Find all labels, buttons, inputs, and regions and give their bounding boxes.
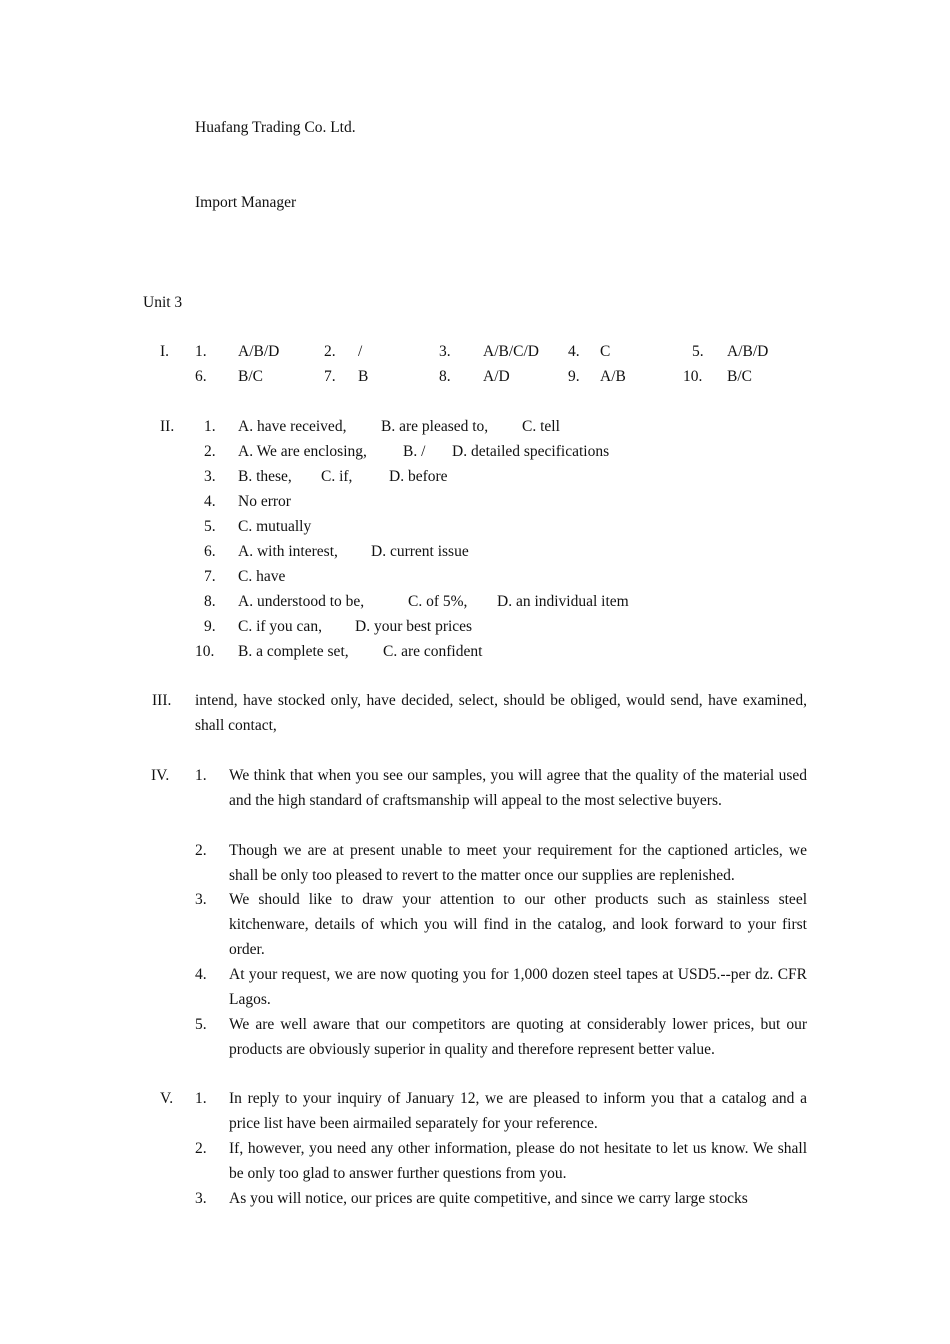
item-text: As you will notice, our prices are quite competitive, and since we carry large stocks: [229, 1190, 748, 1207]
item-number: 3.: [204, 468, 216, 485]
answer-part: A. understood to be,: [238, 593, 365, 610]
answer-part: A. have received,: [238, 418, 347, 435]
answer-part: C. if,: [321, 468, 353, 485]
section-4-numeral: IV.: [151, 767, 170, 784]
answer-part: D. an individual item: [497, 593, 629, 610]
answer-value: B: [358, 368, 369, 385]
item-number: 1.: [195, 1090, 207, 1107]
section-3-text: intend, have stocked only, have decided, select, should be obliged, would send, have examined, shall contact,: [195, 692, 807, 734]
answer-value: A/B/C/D: [483, 343, 539, 360]
item-text: At your request, we are now quoting you for 1,000 dozen steel tapes at USD5.--per dz. CFR Lagos.: [229, 966, 807, 1008]
answer-num: 5.: [692, 343, 704, 360]
answer-part: C. tell: [522, 418, 560, 435]
item-number: 3.: [195, 891, 207, 908]
answer-value: A/B/D: [727, 343, 769, 360]
section-1-numeral: I.: [160, 343, 170, 360]
answer-num: 4.: [568, 343, 580, 360]
answer-num: 8.: [439, 368, 451, 385]
item-number: 10.: [195, 643, 215, 660]
item-number: 5.: [195, 1016, 207, 1033]
answer-num: 2.: [324, 343, 336, 360]
item-number: 4.: [204, 493, 216, 510]
item-number: 4.: [195, 966, 207, 983]
answer-part: B. a complete set,: [238, 643, 349, 660]
answer-part: C. of 5%,: [408, 593, 468, 610]
answer-num: 6.: [195, 368, 207, 385]
job-title: Import Manager: [195, 194, 297, 211]
answer-part: A. with interest,: [238, 543, 338, 560]
answer-value: /: [358, 343, 363, 360]
item-number: 1.: [204, 418, 216, 435]
item-text: In reply to your inquiry of January 12, we are pleased to inform you that a catalog and a price list have been airmailed separately for your reference.: [229, 1090, 807, 1132]
answer-part: No error: [238, 493, 291, 510]
answer-num: 10.: [683, 368, 703, 385]
company-name: Huafang Trading Co. Ltd.: [195, 119, 356, 136]
answer-num: 9.: [568, 368, 580, 385]
item-number: 2.: [204, 443, 216, 460]
item-text: We should like to draw your attention to our other products such as stainless steel kitchenware, details of which you will find in the catalog, and look forward to your first order.: [229, 891, 807, 958]
answer-value: A/B/D: [238, 343, 280, 360]
answer-part: D. detailed specifications: [452, 443, 610, 460]
answer-part: C. if you can,: [238, 618, 322, 635]
item-number: 3.: [195, 1190, 207, 1207]
answer-num: 1.: [195, 343, 207, 360]
unit-heading: Unit 3: [143, 294, 183, 311]
item-number: 2.: [195, 842, 207, 859]
answer-part: D. current issue: [371, 543, 469, 560]
answer-part: A. We are enclosing,: [238, 443, 367, 460]
item-text: We are well aware that our competitors are quoting at considerably lower prices, but our products are obviously superior in quality and therefore represent better value.: [229, 1016, 807, 1058]
item-number: 9.: [204, 618, 216, 635]
item-number: 8.: [204, 593, 216, 610]
item-text: Though we are at present unable to meet your requirement for the captioned articles, we shall be only too pleased to revert to the matter once our supplies are replenished.: [229, 842, 807, 884]
answer-num: 3.: [439, 343, 451, 360]
section-3-numeral: III.: [152, 692, 172, 709]
item-number: 5.: [204, 518, 216, 535]
answer-part: D. your best prices: [355, 618, 473, 635]
section-2-numeral: II.: [160, 418, 175, 435]
answer-value: A/D: [483, 368, 510, 385]
answer-part: C. mutually: [238, 518, 312, 535]
item-text: If, however, you need any other information, please do not hesitate to let us know. We shall be only too glad to answer further questions from you.: [229, 1140, 807, 1182]
answer-part: B. /: [403, 443, 426, 460]
item-number: 1.: [195, 767, 207, 784]
answer-value: A/B: [600, 368, 626, 385]
answer-value: B/C: [238, 368, 263, 385]
section-5-numeral: V.: [160, 1090, 174, 1107]
answer-part: B. these,: [238, 468, 292, 485]
item-number: 7.: [204, 568, 216, 585]
item-number: 6.: [204, 543, 216, 560]
answer-part: C. are confident: [383, 643, 483, 660]
answer-part: C. have: [238, 568, 286, 585]
answer-value: C: [600, 343, 611, 360]
answer-value: B/C: [727, 368, 752, 385]
answer-num: 7.: [324, 368, 336, 385]
answer-part: B. are pleased to,: [381, 418, 489, 435]
item-text: We think that when you see our samples, you will agree that the quality of the material used and the high standard of craftsmanship will appeal to the most selective buyers.: [229, 767, 807, 809]
answer-part: D. before: [389, 468, 448, 485]
item-number: 2.: [195, 1140, 207, 1157]
